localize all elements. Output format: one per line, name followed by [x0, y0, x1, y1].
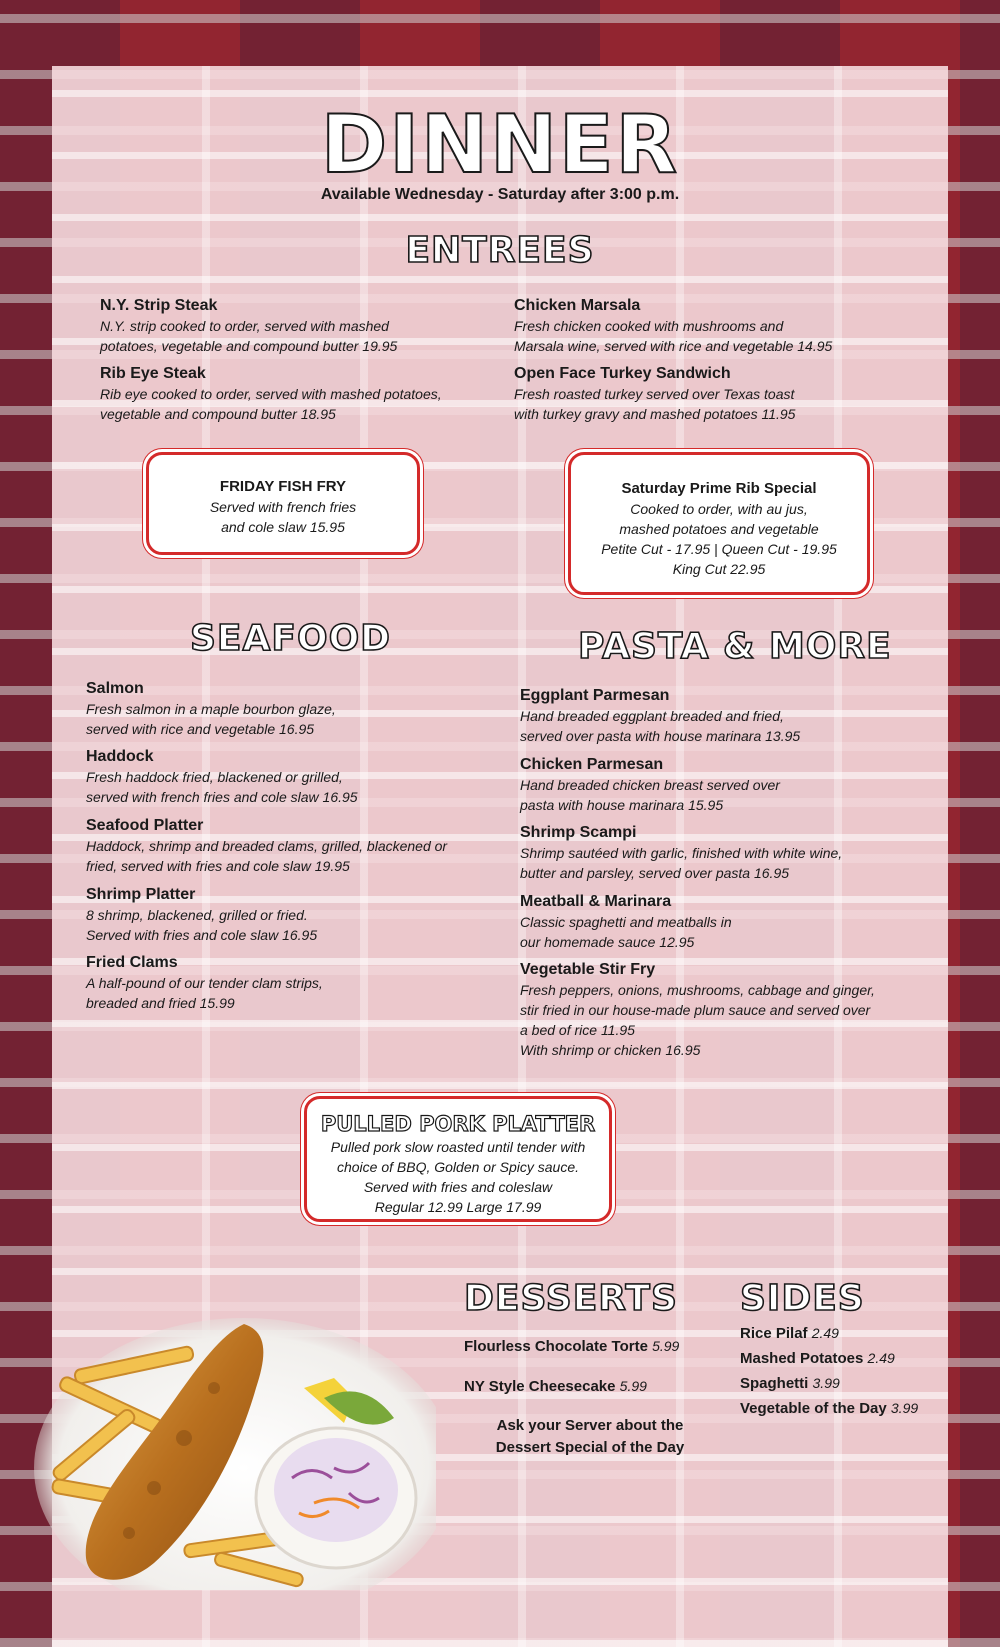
item-description: Shrimp sautéed with garlic, finished with white wine, butter and parsley, served over pasta 16.95 — [520, 845, 843, 881]
item-name: N.Y. Strip Steak — [100, 297, 218, 314]
desserts-heading: DESSERTS — [464, 1278, 678, 1319]
special-title: Saturday Prime Rib Special — [621, 480, 817, 497]
pasta-heading: PASTA & MORE — [578, 626, 892, 667]
item-name: Chicken Marsala — [514, 297, 641, 314]
dessert-item — [464, 1378, 647, 1395]
menu-item — [520, 686, 800, 746]
menu-item — [86, 885, 317, 945]
menu-item — [86, 747, 358, 807]
dessert-item — [464, 1338, 679, 1355]
side-item — [740, 1346, 918, 1371]
item-name: Mashed Potatoes — [740, 1350, 864, 1367]
item-description: Classic spaghetti and meatballs in our homemade sauce 12.95 — [520, 914, 732, 950]
item-name: Spaghetti — [740, 1375, 809, 1392]
item-description: Fresh peppers, onions, mushrooms, cabbage and ginger, stir fried in our house-made plum sauce and served over a bed of rice 11.95 With shrimp or chicken 16.95 — [520, 982, 875, 1058]
special-description: Cooked to order, with au jus, mashed potatoes and vegetable Petite Cut - 17.95 | Queen Cut - 19.95 King Cut 22.95 — [601, 501, 837, 577]
item-name: Meatball & Marinara — [520, 893, 672, 910]
menu-item — [86, 953, 323, 1013]
item-name: Rice Pilaf — [740, 1325, 808, 1342]
item-description: N.Y. strip cooked to order, served with mashed potatoes, vegetable and compound butter 19.95 — [100, 318, 398, 354]
item-description: Haddock, shrimp and breaded clams, grilled, blackened or fried, served with fries and cole slaw 19.95 — [86, 838, 448, 874]
item-name: Open Face Turkey Sandwich — [514, 365, 731, 382]
item-name: Haddock — [86, 748, 154, 765]
item-name: Seafood Platter — [86, 817, 204, 834]
sides-heading: SIDES — [740, 1278, 865, 1319]
side-item — [740, 1371, 918, 1396]
special-title: PULLED PORK PLATTER — [320, 1112, 596, 1136]
special-description: Served with french fries and cole slaw 15.95 — [209, 499, 357, 535]
side-item — [740, 1396, 918, 1421]
prime-rib-special-box — [568, 452, 870, 595]
item-description: A half-pound of our tender clam strips, breaded and fried 15.99 — [86, 975, 323, 1011]
menu-item — [514, 364, 795, 424]
special-description: Pulled pork slow roasted until tender with choice of BBQ, Golden or Spicy sauce. Served with fries and coleslaw Regular 12.99 Large 17.99 — [330, 1139, 586, 1215]
item-price: 2.49 — [867, 1350, 895, 1366]
item-description: Rib eye cooked to order, served with mashed potatoes, vegetable and compound butter 18.95 — [100, 386, 442, 422]
seafood-heading: SEAFOOD — [190, 618, 392, 659]
item-price: 5.99 — [619, 1378, 647, 1394]
page-title: DINNER — [320, 98, 680, 191]
item-description: Fresh roasted turkey served over Texas toast with turkey gravy and mashed potatoes 11.95 — [514, 386, 796, 422]
menu-item — [86, 679, 336, 739]
pulled-pork-platter-box — [304, 1096, 612, 1222]
availability-subtitle: Available Wednesday - Saturday after 3:00 p.m. — [320, 186, 680, 203]
menu-item — [514, 296, 832, 356]
item-name: Salmon — [86, 680, 144, 697]
fish-and-chips-photo — [34, 1318, 436, 1590]
item-description: Fresh chicken cooked with mushrooms and Marsala wine, served with rice and vegetable 14.95 — [514, 318, 833, 354]
item-name: Rib Eye Steak — [100, 365, 206, 382]
side-item — [740, 1321, 918, 1346]
sides-list — [740, 1321, 918, 1421]
menu-item — [86, 816, 447, 876]
entrees-heading: ENTREES — [405, 230, 595, 271]
item-description: Hand breaded eggplant breaded and fried, served over pasta with house marinara 13.95 — [520, 708, 801, 744]
item-description: Fresh salmon in a maple bourbon glaze, served with rice and vegetable 16.95 — [86, 701, 336, 737]
item-name: Vegetable of the Day — [740, 1400, 887, 1417]
item-price: 5.99 — [652, 1338, 680, 1354]
menu-item — [100, 296, 397, 356]
menu-item — [520, 755, 780, 815]
item-description: 8 shrimp, blackened, grilled or fried. Served with fries and cole slaw 16.95 — [86, 907, 318, 943]
menu-item — [100, 364, 442, 424]
dessert-special-note: Ask your Server about the Dessert Special of the Day — [495, 1417, 685, 1456]
menu-item — [520, 823, 842, 883]
item-price: 2.49 — [811, 1325, 839, 1341]
friday-fish-fry-box — [146, 452, 420, 555]
special-title: FRIDAY FISH FRY — [219, 478, 347, 495]
item-description: Hand breaded chicken breast served over pasta with house marinara 15.95 — [520, 777, 780, 813]
item-name: Shrimp Scampi — [520, 824, 637, 841]
item-price: 3.99 — [812, 1375, 840, 1391]
menu-item — [520, 960, 875, 1060]
item-description: Fresh haddock fried, blackened or grilled, served with french fries and cole slaw 16.95 — [86, 769, 358, 805]
menu-item — [520, 892, 732, 952]
item-name: NY Style Cheesecake — [464, 1378, 616, 1395]
item-name: Vegetable Stir Fry — [520, 961, 656, 978]
item-name: Chicken Parmesan — [520, 756, 664, 773]
item-name: Eggplant Parmesan — [520, 687, 670, 704]
item-name: Flourless Chocolate Torte — [464, 1338, 648, 1355]
item-price: 3.99 — [890, 1400, 919, 1416]
item-name: Fried Clams — [86, 954, 178, 971]
item-name: Shrimp Platter — [86, 886, 196, 903]
